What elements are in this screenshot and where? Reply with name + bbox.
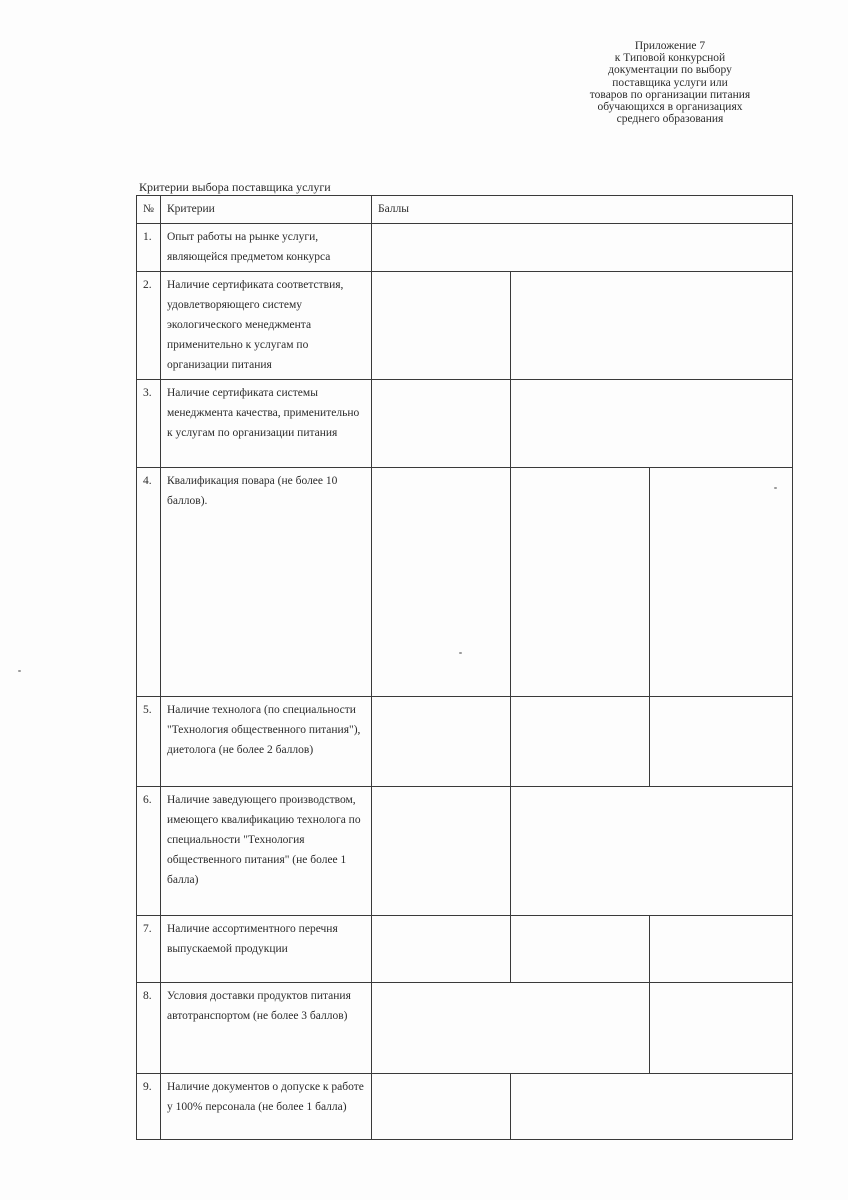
points-cell xyxy=(372,272,511,380)
row-number: 9. xyxy=(137,1074,161,1140)
points-cell xyxy=(650,983,793,1074)
row-number: 3. xyxy=(137,380,161,468)
row-number: 4. xyxy=(137,468,161,697)
points-cell xyxy=(372,224,793,272)
points-cell xyxy=(650,916,793,983)
points-cell xyxy=(650,697,793,787)
appendix-line: Приложение 7 xyxy=(634,40,706,52)
criterion-text: Наличие документов о допуске к работе у 100% персонала (не более 1 балла) xyxy=(161,1074,372,1140)
row-number: 5. xyxy=(137,697,161,787)
table-header-row xyxy=(137,196,793,224)
points-cell xyxy=(650,468,793,697)
criteria-table xyxy=(136,195,793,1140)
points-cell xyxy=(372,1074,511,1140)
appendix-header xyxy=(560,40,780,125)
table-row xyxy=(137,380,793,468)
points-cell xyxy=(511,272,793,380)
appendix-line: к Типовой конкурсной xyxy=(614,52,726,65)
table-row xyxy=(137,697,793,787)
criterion-text: Квалификация повара (не более 10 баллов). xyxy=(161,468,372,697)
criterion-text: Наличие заведующего производством, имеющего квалификацию технолога по специальности "Технология общественного питания" (не более 1 балла) xyxy=(161,787,372,916)
appendix-line: обучающихся в организациях xyxy=(597,101,743,114)
points-cell xyxy=(372,983,650,1074)
table-row xyxy=(137,468,793,697)
points-cell xyxy=(372,697,511,787)
appendix-line: поставщика услуги или xyxy=(612,76,728,89)
appendix-line: документации по выбору xyxy=(608,64,732,77)
table-caption: Критерии выбора поставщика услуги xyxy=(139,180,331,194)
criterion-text: Условия доставки продуктов питания автотранспортом (не более 3 баллов) xyxy=(161,983,372,1074)
criterion-text: Наличие сертификата соответствия, удовлетворяющего систему экологического менеджмента применительно к услугам по организации питания xyxy=(161,272,372,380)
row-number: 8. xyxy=(137,983,161,1074)
table-row xyxy=(137,1074,793,1140)
row-number: 1. xyxy=(137,224,161,272)
scan-speck xyxy=(459,652,462,654)
points-cell xyxy=(511,697,650,787)
scan-speck xyxy=(774,487,777,489)
row-number: 2. xyxy=(137,272,161,380)
points-cell xyxy=(511,380,793,468)
appendix-line: товаров по организации питания xyxy=(589,88,751,101)
points-cell xyxy=(511,787,793,916)
points-cell xyxy=(511,916,650,983)
row-number: 6. xyxy=(137,787,161,916)
points-cell xyxy=(372,468,511,697)
points-cell xyxy=(372,787,511,916)
points-cell xyxy=(511,468,650,697)
appendix-line: среднего образования xyxy=(616,113,724,126)
row-number: 7. xyxy=(137,916,161,983)
table-row xyxy=(137,272,793,380)
header-points: Баллы xyxy=(372,196,793,224)
header-num: № xyxy=(137,196,161,224)
table-row xyxy=(137,983,793,1074)
points-cell xyxy=(372,916,511,983)
header-criteria: Критерии xyxy=(161,196,372,224)
criterion-text: Наличие ассортиментного перечня выпускаемой продукции xyxy=(161,916,372,983)
table-row xyxy=(137,787,793,916)
criterion-text: Наличие технолога (по специальности "Технология общественного питания"), диетолога (не более 2 баллов) xyxy=(161,697,372,787)
points-cell xyxy=(372,380,511,468)
table-row xyxy=(137,224,793,272)
criterion-text: Наличие сертификата системы менеджмента качества, применительно к услугам по организации питания xyxy=(161,380,372,468)
points-cell xyxy=(511,1074,793,1140)
criterion-text: Опыт работы на рынке услуги, являющейся предметом конкурса xyxy=(161,224,372,272)
scan-speck xyxy=(18,670,21,672)
table-row xyxy=(137,916,793,983)
